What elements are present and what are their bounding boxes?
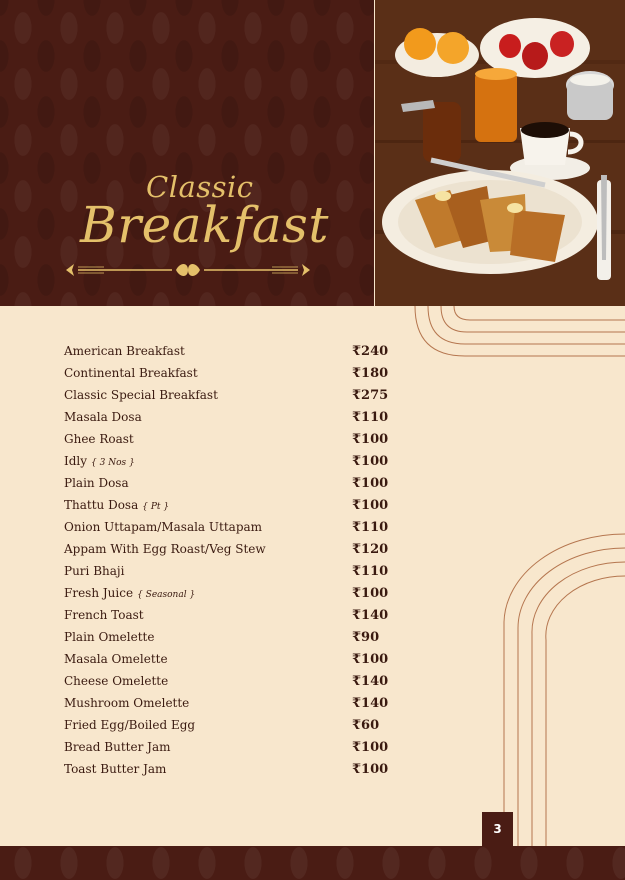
item-price: ₹100 — [352, 497, 389, 513]
item-name: Appam With Egg Roast/Veg Stew — [64, 542, 266, 556]
item-price: ₹180 — [352, 365, 389, 381]
item-price: ₹100 — [352, 431, 389, 447]
menu-item — [64, 758, 394, 780]
item-price: ₹100 — [352, 761, 389, 777]
menu-item — [64, 340, 394, 362]
item-name: Idly — [64, 454, 88, 468]
item-price: ₹140 — [352, 695, 389, 711]
menu-item — [64, 692, 394, 714]
menu-item — [64, 362, 394, 384]
item-price: ₹60 — [352, 717, 380, 733]
item-price: ₹120 — [352, 541, 389, 557]
decorative-arches-right — [500, 532, 625, 850]
item-name: American Breakfast — [64, 344, 185, 358]
menu-list — [64, 340, 394, 780]
menu-item — [64, 428, 394, 450]
item-note: { Pt } — [142, 502, 170, 512]
item-name: Puri Bhaji — [64, 564, 125, 578]
ornament-divider — [64, 260, 312, 280]
footer-band — [0, 846, 625, 880]
item-note: { 3 Nos } — [91, 458, 135, 468]
item-name: Fresh Juice — [64, 586, 134, 600]
item-name: Mushroom Omelette — [64, 696, 190, 710]
menu-item — [64, 582, 394, 604]
item-name: Continental Breakfast — [64, 366, 198, 380]
item-price: ₹110 — [352, 519, 389, 535]
menu-item — [64, 648, 394, 670]
item-price: ₹100 — [352, 651, 389, 667]
item-name: Masala Dosa — [64, 410, 142, 424]
item-name: Plain Dosa — [64, 476, 129, 490]
item-name: Classic Special Breakfast — [64, 388, 218, 402]
item-price: ₹90 — [352, 629, 380, 645]
menu-item — [64, 736, 394, 758]
breakfast-photo — [375, 0, 625, 306]
menu-item — [64, 670, 394, 692]
decorative-arcs-top — [412, 306, 625, 362]
item-name: Toast Butter Jam — [64, 762, 167, 776]
menu-item — [64, 384, 394, 406]
item-price: ₹100 — [352, 475, 389, 491]
item-price: ₹100 — [352, 739, 389, 755]
menu-item — [64, 714, 394, 736]
page-number: 3 — [482, 812, 513, 846]
menu-item — [64, 494, 394, 516]
menu-title-line2: Breakfast — [80, 196, 329, 254]
menu-item — [64, 450, 394, 472]
item-name: Ghee Roast — [64, 432, 134, 446]
item-price: ₹140 — [352, 673, 389, 689]
item-name: Bread Butter Jam — [64, 740, 171, 754]
menu-item — [64, 604, 394, 626]
item-price: ₹140 — [352, 607, 389, 623]
menu-item — [64, 516, 394, 538]
item-price: ₹100 — [352, 585, 389, 601]
item-price: ₹240 — [352, 343, 389, 359]
item-name: Fried Egg/Boiled Egg — [64, 718, 196, 732]
item-name: Plain Omelette — [64, 630, 155, 644]
item-name: Thattu Dosa — [64, 498, 139, 512]
menu-item — [64, 538, 394, 560]
item-price: ₹110 — [352, 563, 389, 579]
item-name: Cheese Omelette — [64, 674, 169, 688]
item-name: Masala Omelette — [64, 652, 168, 666]
menu-title-line1: Classic — [146, 170, 254, 204]
item-price: ₹110 — [352, 409, 389, 425]
item-price: ₹100 — [352, 453, 389, 469]
menu-item — [64, 560, 394, 582]
item-name: French Toast — [64, 608, 144, 622]
menu-item — [64, 406, 394, 428]
item-price: ₹275 — [352, 387, 389, 403]
menu-item — [64, 472, 394, 494]
menu-item — [64, 626, 394, 648]
item-name: Onion Uttapam/Masala Uttapam — [64, 520, 263, 534]
item-note: { Seasonal } — [137, 590, 196, 600]
